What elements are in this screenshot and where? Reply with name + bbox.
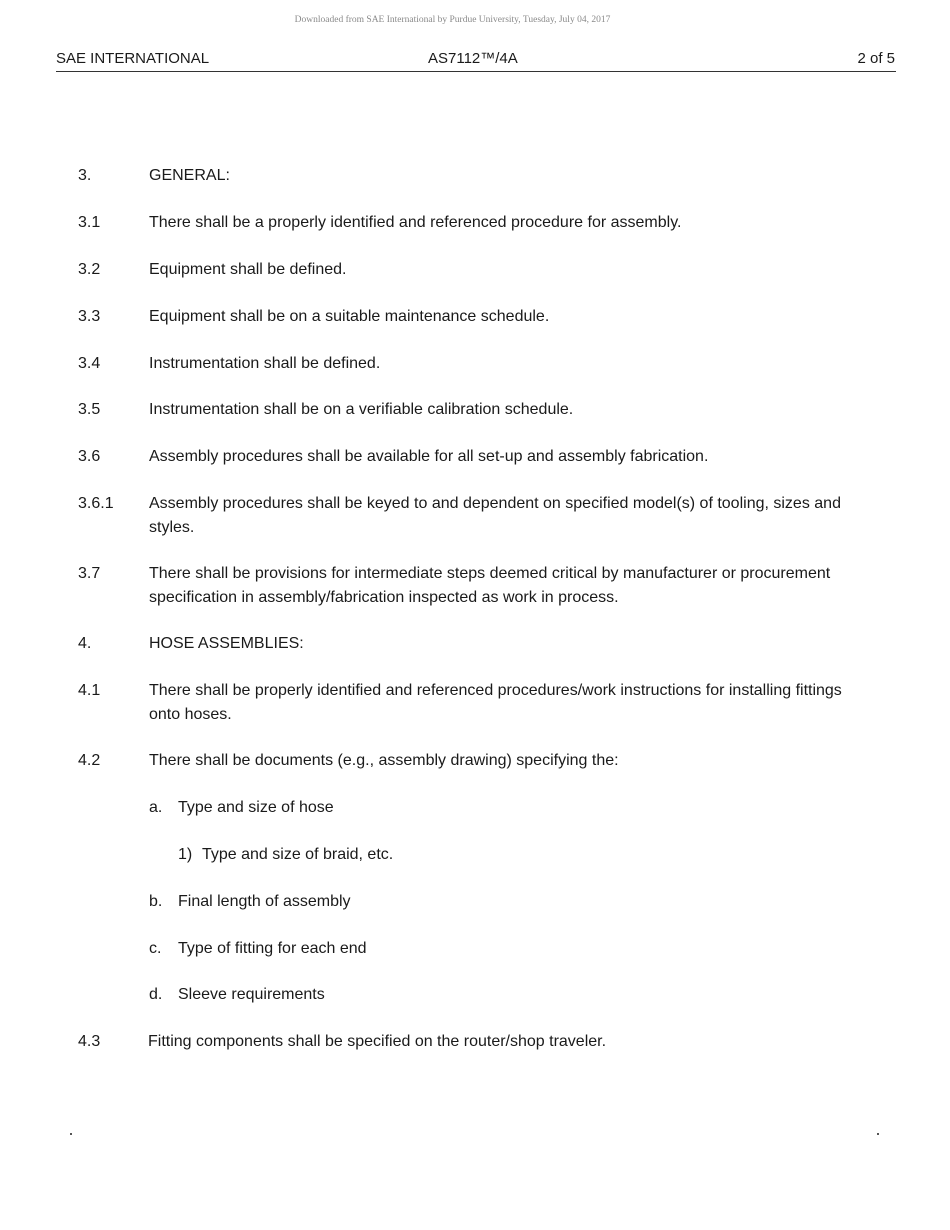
header-doc-id: AS7112™/4A bbox=[428, 50, 518, 67]
section-number: 3.4 bbox=[78, 355, 101, 372]
header-org: SAE INTERNATIONAL bbox=[56, 50, 210, 67]
section-text: There shall be a properly identified and referenced procedure for assembly. bbox=[149, 214, 682, 231]
section-number: 3.6 bbox=[78, 448, 101, 465]
download-watermark: Downloaded from SAE International by Purdue University, Tuesday, July 04, 2017 bbox=[294, 15, 611, 25]
section-text: Instrumentation shall be defined. bbox=[149, 355, 381, 372]
page-header bbox=[56, 49, 896, 72]
list-item-label: c. bbox=[149, 940, 162, 957]
section-text: Assembly procedures shall be available for all set-up and assembly fabrication. bbox=[149, 448, 709, 465]
section-number: 3.5 bbox=[78, 401, 101, 418]
page-mark-left bbox=[70, 1133, 72, 1135]
section-text: Assembly procedures shall be keyed to and dependent on specified model(s) of tooling, sizes and styles. bbox=[149, 495, 841, 536]
list-item-label: a. bbox=[149, 799, 163, 816]
list-item-label: b. bbox=[149, 893, 163, 910]
section-text: Equipment shall be defined. bbox=[149, 261, 347, 278]
header-page-number: 2 of 5 bbox=[857, 50, 895, 67]
list-item-text: Sleeve requirements bbox=[178, 986, 325, 1003]
list-item-label: 1) bbox=[178, 846, 193, 863]
section-number: 3.1 bbox=[78, 214, 101, 231]
section-number: 4.1 bbox=[78, 682, 101, 699]
section-text: Equipment shall be on a suitable maintenance schedule. bbox=[149, 308, 550, 325]
list-item-text: Type and size of hose bbox=[178, 799, 334, 816]
section-heading: HOSE ASSEMBLIES: bbox=[149, 635, 304, 652]
section-text: Instrumentation shall be on a verifiable calibration schedule. bbox=[149, 401, 574, 418]
list-item-text: Type of fitting for each end bbox=[178, 940, 367, 957]
list-item-label: d. bbox=[149, 986, 163, 1003]
section-number: 3. bbox=[78, 167, 92, 184]
list-item-text: Type and size of braid, etc. bbox=[202, 846, 394, 863]
section-text: There shall be documents (e.g., assembly drawing) specifying the: bbox=[149, 752, 619, 769]
page-mark-right bbox=[877, 1133, 879, 1135]
section-number: 4. bbox=[78, 635, 92, 652]
section-text: There shall be properly identified and referenced procedures/work instructions for installing fittings onto hoses. bbox=[149, 682, 842, 723]
section-number: 4.2 bbox=[78, 752, 101, 769]
section-number: 4.3 bbox=[78, 1033, 101, 1050]
list-item-text: Final length of assembly bbox=[178, 893, 351, 910]
section-number: 3.3 bbox=[78, 308, 101, 325]
section-number: 3.6.1 bbox=[78, 495, 114, 512]
section-number: 3.7 bbox=[78, 565, 101, 582]
section-text: Fitting components shall be specified on the router/shop traveler. bbox=[148, 1033, 607, 1050]
section-heading: GENERAL: bbox=[149, 167, 230, 184]
section-number: 3.2 bbox=[78, 261, 101, 278]
section-text: There shall be provisions for intermediate steps deemed critical by manufacturer or procurement specification in assembly/fabrication inspected as work in process. bbox=[149, 565, 831, 606]
